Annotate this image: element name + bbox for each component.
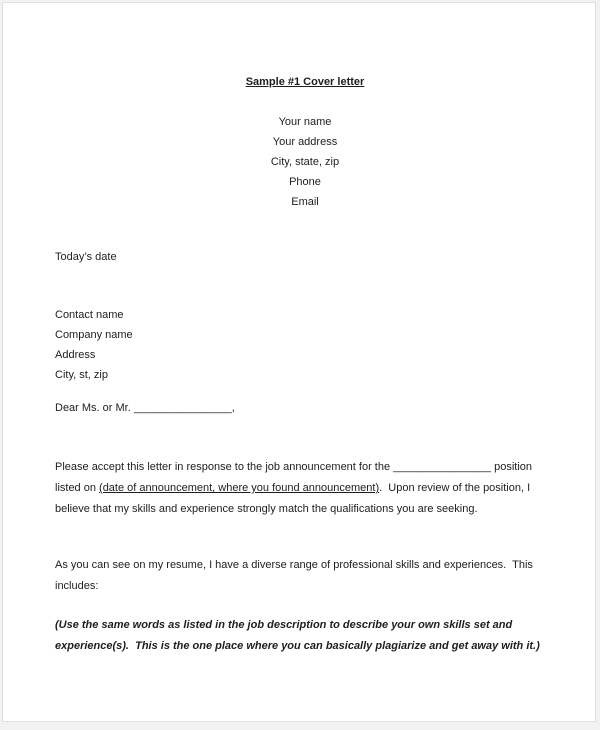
sender-email-line: Email	[291, 196, 319, 208]
recipient-address-line: Address	[55, 349, 96, 361]
sender-name-line: Your name	[278, 116, 332, 128]
position-blank: ________________	[393, 461, 492, 473]
cover-letter-page	[2, 2, 596, 722]
sender-block	[55, 112, 555, 212]
sender-phone-line: Phone	[289, 176, 321, 188]
date-line: Today’s date	[55, 251, 117, 263]
letter-title: Sample #1 Cover letter	[245, 76, 365, 88]
paragraph-intro	[55, 457, 555, 520]
recipient-block	[55, 305, 555, 385]
paragraph-note: (Use the same words as listed in the job description to describe your own skills set and experience(s). This is the one place where you can basically plagiarize and get away with it.)	[55, 619, 540, 652]
announcement-placeholder: (date of announcement, where you found announcement)	[99, 482, 380, 494]
salutation-line	[55, 398, 555, 418]
paragraph-skills: As you can see on my resume, I have a diverse range of professional skills and experiences. This includes:	[55, 559, 536, 592]
salutation-blank: ________________	[133, 402, 232, 414]
recipient-contact-line: Contact name	[55, 309, 124, 321]
intro-text-after-underline: . Upon review of the position, I believe that my skills and experience strongly match the qualifications you are seeking.	[55, 482, 534, 515]
sender-address-line: Your address	[272, 136, 338, 148]
sender-city-line: City, state, zip	[270, 156, 340, 168]
recipient-city-line: City, st, zip	[55, 369, 108, 381]
intro-text-after-blank: position listed on	[55, 461, 536, 494]
salutation-suffix: ,	[231, 402, 235, 414]
salutation-prefix: Dear Ms. or Mr.	[55, 402, 134, 414]
intro-text-before-blank: Please accept this letter in response to the job announcement for the	[55, 461, 394, 473]
recipient-company-line: Company name	[55, 329, 133, 341]
